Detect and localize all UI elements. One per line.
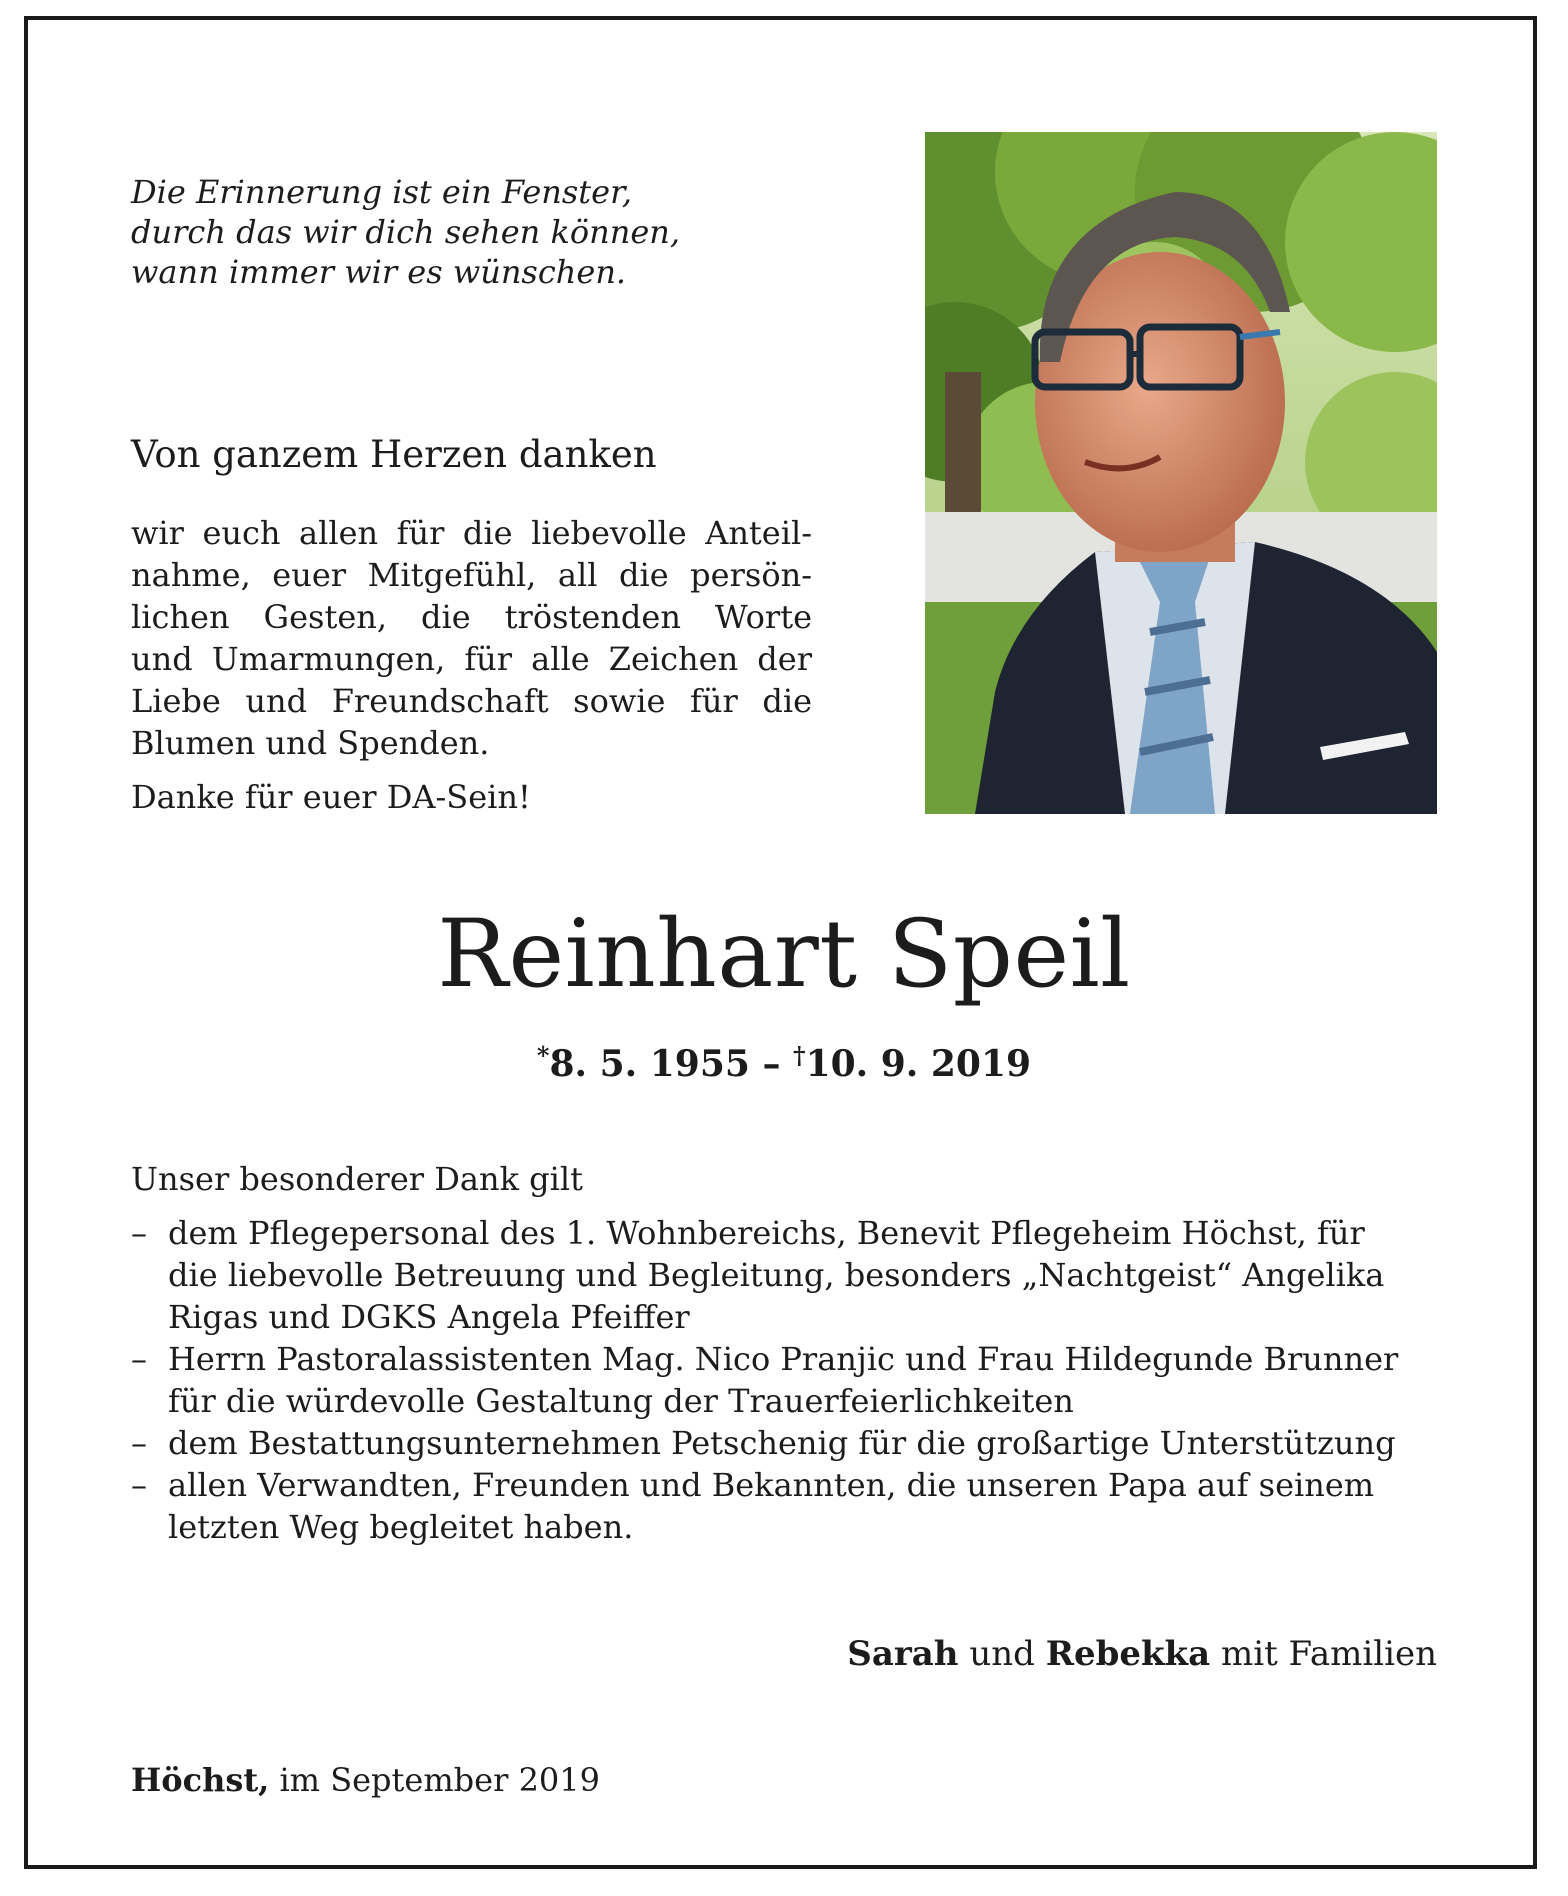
place-date-text: im September 2019: [279, 1761, 600, 1799]
quote-line: wann immer wir es wünschen.: [131, 253, 627, 291]
portrait-photo: [925, 132, 1437, 814]
signature-suffix: mit Familien: [1220, 1634, 1437, 1674]
thanks-heading: Von ganzem Herzen danken: [131, 433, 657, 476]
birth-symbol: *: [536, 1041, 550, 1070]
thanks-closing: Danke für euer DA-Sein!: [131, 778, 531, 816]
quote-line: durch das wir dich sehen können,: [131, 213, 681, 251]
list-dash: –: [131, 1424, 147, 1462]
deceased-name: Reinhart Speil: [437, 900, 1131, 1009]
signature-name-sarah: Sarah: [847, 1634, 959, 1674]
thanks-line: lichen Gesten, die tröstenden Worte: [131, 598, 812, 636]
list-item-line: die liebevolle Betreuung und Begleitung, besonders „Nachtgeist“ Angelika: [168, 1256, 1385, 1294]
list-dash: –: [131, 1214, 147, 1252]
death-date: 10. 9. 2019: [805, 1043, 1032, 1085]
memorial-quote: [131, 172, 771, 292]
thanks-paragraph: [131, 512, 812, 764]
list-item: [131, 1338, 1441, 1422]
thanks-line: und Umarmungen, für alle Zeichen der: [131, 640, 812, 678]
family-signature: [847, 1632, 1437, 1676]
list-item-line: Rigas und DGKS Angela Pfeiffer: [168, 1298, 690, 1336]
date-separator: –: [762, 1043, 781, 1085]
place-date: [131, 1759, 600, 1801]
signature-name-rebekka: Rebekka: [1045, 1634, 1211, 1674]
life-dates: [0, 1034, 1568, 1086]
signature-conjunction: und: [969, 1634, 1035, 1674]
thanks-line: wir euch allen für die liebevolle Anteil-: [131, 514, 812, 552]
list-item-line: allen Verwandten, Freunden und Bekannten, die unseren Papa auf seinem: [168, 1466, 1375, 1504]
birth-date: 8. 5. 1955: [549, 1043, 750, 1085]
place-town: Höchst,: [131, 1761, 270, 1799]
special-thanks-intro: Unser besonderer Dank gilt: [131, 1160, 583, 1198]
list-dash: –: [131, 1466, 147, 1504]
list-item-line: letzten Weg begleitet haben.: [168, 1508, 634, 1546]
list-item: [131, 1212, 1441, 1338]
special-thanks-list: [131, 1212, 1441, 1548]
list-item-line: dem Pflegepersonal des 1. Wohnbereichs, Benevit Pflegeheim Höchst, für: [168, 1214, 1365, 1252]
list-dash: –: [131, 1340, 147, 1378]
quote-line: Die Erinnerung ist ein Fenster,: [131, 173, 633, 211]
list-item-line: dem Bestattungsunternehmen Petschenig für die großartige Unterstützung: [168, 1424, 1396, 1462]
thanks-line: Blumen und Spenden.: [131, 724, 490, 762]
list-item-line: Herrn Pastoralassistenten Mag. Nico Pranjic und Frau Hildegunde Brunner: [168, 1340, 1399, 1378]
list-item: [131, 1464, 1441, 1548]
thanks-line: Liebe und Freundschaft sowie für die: [131, 682, 812, 720]
list-item: [131, 1422, 1441, 1464]
death-symbol: †: [793, 1041, 806, 1070]
list-item-line: für die würdevolle Gestaltung der Trauerfeierlichkeiten: [168, 1382, 1074, 1420]
thanks-line: nahme, euer Mitgefühl, all die persön-: [131, 556, 812, 594]
